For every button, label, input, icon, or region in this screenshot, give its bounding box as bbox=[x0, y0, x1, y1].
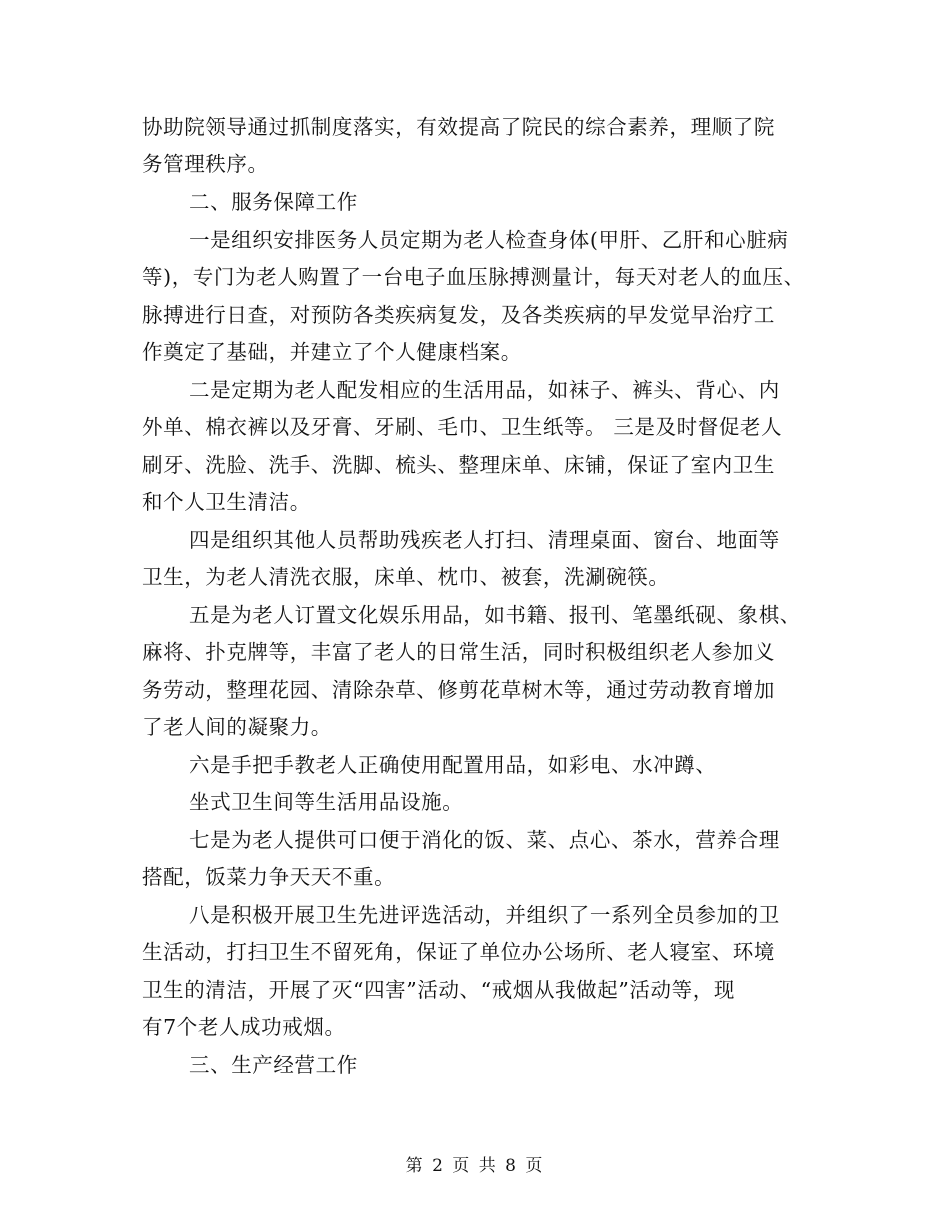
text-line: 五是为老人订置文化娱乐用品，如书籍、报刊、笔墨纸砚、象棋、 bbox=[189, 603, 801, 627]
text-line: 卫生，为老人清洗衣服，床单、枕巾、被套，洗涮碗筷。 bbox=[142, 565, 670, 589]
text-line: 八是积极开展卫生先进评选活动，并组织了一系列全员参加的卫 bbox=[189, 903, 780, 927]
text-line: 刷牙、洗脸、洗手、洗脚、梳头、整理床单、床铺，保证了室内卫生 bbox=[142, 453, 775, 477]
text-line: 了老人间的凝聚力。 bbox=[142, 715, 332, 739]
text-line: 作奠定了基础，并建立了个人健康档案。 bbox=[142, 340, 522, 364]
text-line: 卫生的清洁，开展了灭“四害”活动、“戒烟从我做起”活动等，现 bbox=[142, 978, 735, 1002]
text-line: 脉搏进行日查，对预防各类疾病复发，及各类疾病的早发觉早治疗工 bbox=[142, 303, 775, 327]
text-line: 务管理秩序。 bbox=[142, 152, 269, 176]
text-line: 和个人卫生清洁。 bbox=[142, 490, 311, 514]
text-line: 坐式卫生间等生活用品设施。 bbox=[189, 790, 464, 814]
section-heading: 三、生产经营工作 bbox=[189, 1053, 358, 1077]
text-line: 生活动，打扫卫生不留死角，保证了单位办公场所、老人寝室、环境 bbox=[142, 940, 775, 964]
text-line: 外单、棉衣裤以及牙膏、牙刷、毛巾、卫生纸等。 三是及时督促老人 bbox=[142, 415, 783, 439]
section-heading: 二、服务保障工作 bbox=[189, 190, 358, 214]
text-line: 六是手把手教老人正确使用配置用品，如彩电、水冲蹲、 bbox=[189, 753, 717, 777]
page-number-footer: 第 2 页 共 8 页 bbox=[405, 1156, 545, 1176]
text-line: 搭配，饭菜力争天天不重。 bbox=[142, 865, 396, 889]
text-line: 麻将、扑克牌等，丰富了老人的日常生活，同时积极组织老人参加义 bbox=[142, 640, 775, 664]
text-line: 七是为老人提供可口便于消化的饭、菜、点心、茶水，营养合理 bbox=[189, 828, 780, 852]
text-line: 一是组织安排医务人员定期为老人检查身体(甲肝、乙肝和心脏病 bbox=[189, 228, 789, 252]
text-line: 协助院领导通过抓制度落实，有效提高了院民的综合素养，理顺了院 bbox=[142, 115, 775, 139]
text-line: 有7个老人成功戒烟。 bbox=[142, 1015, 346, 1039]
text-line: 等)，专门为老人购置了一台电子血压脉搏测量计，每天对老人的血压、 bbox=[142, 265, 805, 289]
text-line: 务劳动，整理花园、清除杂草、修剪花草树木等，通过劳动教育增加 bbox=[142, 678, 775, 702]
text-line: 二是定期为老人配发相应的生活用品，如袜子、裤头、背心、内 bbox=[189, 378, 780, 402]
text-line: 四是组织其他人员帮助残疾老人打扫、清理桌面、窗台、地面等 bbox=[189, 528, 780, 552]
